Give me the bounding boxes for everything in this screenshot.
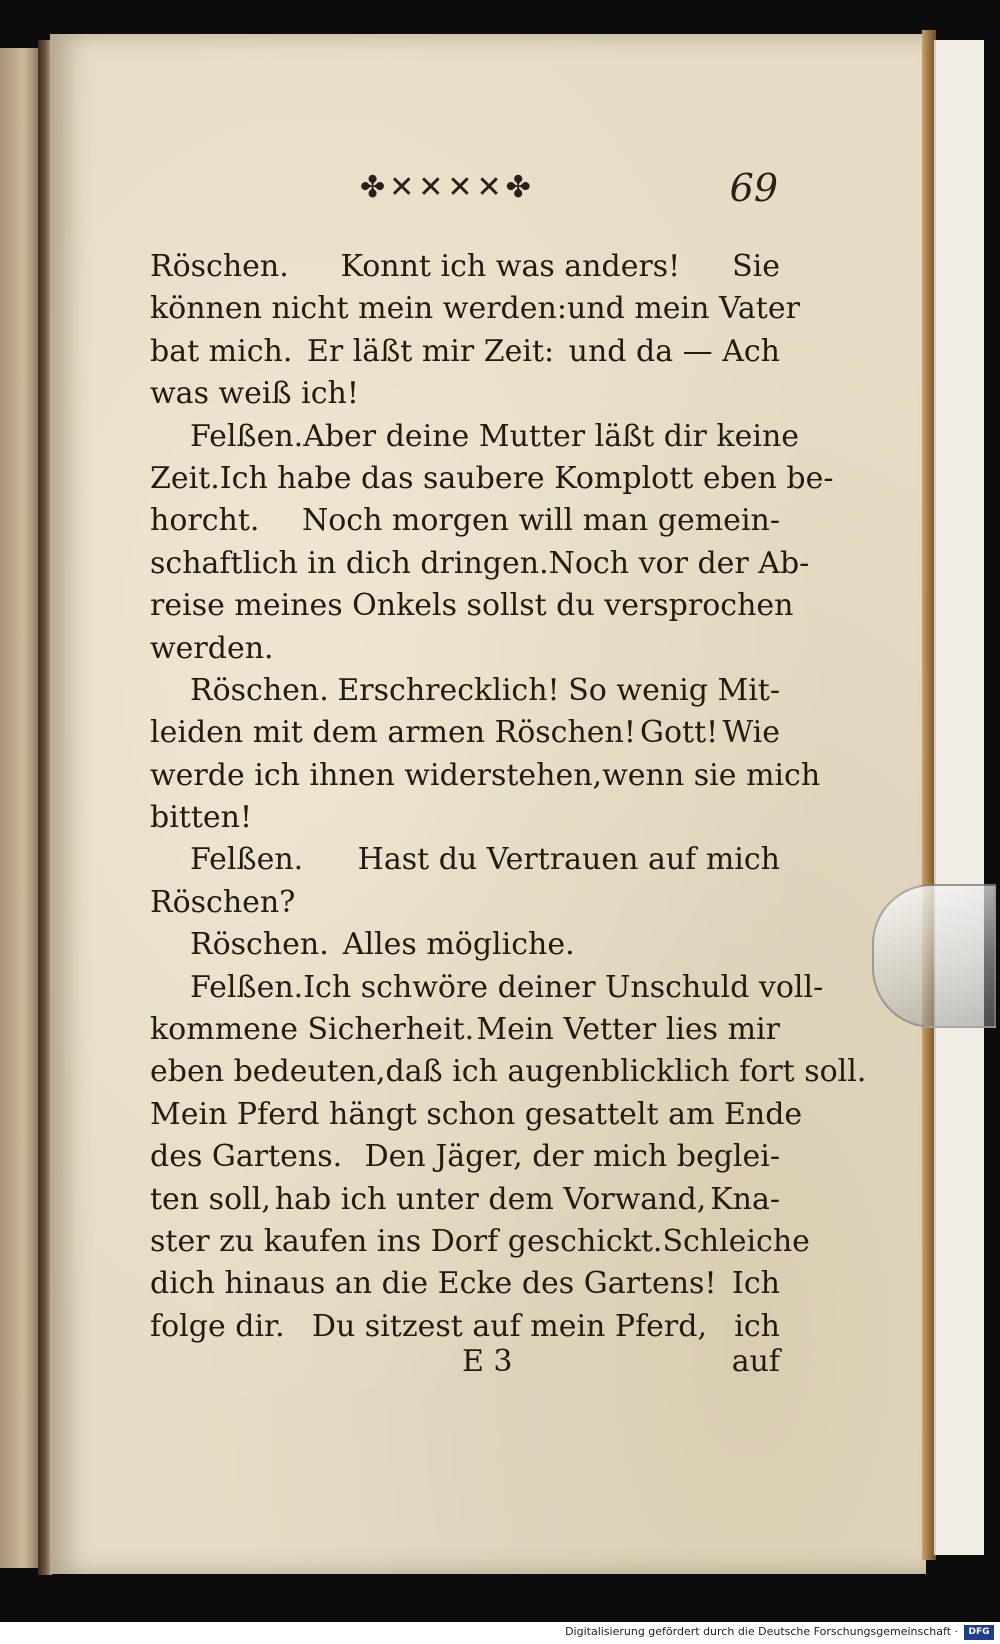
text-line [150, 967, 824, 1009]
text-line [150, 1306, 780, 1348]
text-segment: können nicht mein werden: [150, 291, 567, 327]
text-segment: Röschen? [150, 884, 296, 920]
text-segment: Röschen. [190, 672, 329, 708]
text-segment: Ich [732, 1266, 780, 1302]
text-segment: Röschen. [150, 249, 289, 284]
text-line [150, 882, 780, 924]
text-segment: Ich habe das saubere Komplott eben be- [219, 460, 834, 496]
digitization-footer [0, 1622, 1000, 1644]
text-segment: Du sitzest auf mein Pferd, [311, 1308, 708, 1344]
text-segment: Den Jäger, der mich beglei- [364, 1139, 780, 1175]
text-segment: leiden mit dem armen Röschen! [150, 715, 636, 751]
footer-credit: Digitalisierung gefördert durch die Deutsche Forschungsgemeinschaft · [565, 1625, 958, 1638]
text-line [150, 1179, 780, 1221]
text-segment: Felßen. [190, 969, 304, 1005]
text-segment: bat mich. [150, 333, 293, 369]
text-segment: des Gartens. [150, 1139, 343, 1175]
text-segment: Noch morgen will man gemein- [301, 503, 780, 539]
text-segment: werde ich ihnen widerstehen, [150, 757, 603, 793]
text-line [150, 1263, 780, 1305]
text-segment: Alles mögliche. [342, 927, 575, 963]
text-line [150, 1094, 803, 1136]
text-segment: Aber deine Mutter läßt dir keine [303, 418, 800, 454]
text-line [150, 543, 810, 585]
text-segment: Röschen. [190, 927, 329, 963]
text-line [150, 585, 794, 627]
text-line [150, 628, 780, 670]
text-segment: und da — Ach [568, 333, 780, 369]
text-segment: und mein Vater [566, 291, 800, 327]
text-line [150, 1136, 780, 1178]
text-line [150, 246, 780, 288]
text-line [150, 500, 780, 542]
page-number: 69 [729, 166, 778, 210]
body-text [150, 246, 867, 1348]
text-line [150, 1009, 780, 1051]
text-segment: Zeit. [150, 460, 220, 496]
text-segment: Felßen. [190, 418, 304, 454]
text-segment: Schleiche [662, 1223, 810, 1259]
text-line [150, 288, 800, 330]
text-segment: So wenig Mit- [568, 672, 780, 708]
text-segment: Kna- [710, 1181, 780, 1217]
text-segment: folge dir. [150, 1308, 285, 1344]
text-line [150, 670, 780, 712]
dfg-logo: DFG [964, 1625, 994, 1640]
page-clip [872, 884, 996, 1028]
text-segment: Gott! [640, 715, 719, 751]
text-line [150, 797, 780, 839]
text-segment: Mein Pferd hängt schon gesattelt am Ende [150, 1096, 803, 1132]
text-line [150, 331, 780, 373]
text-line [150, 839, 780, 881]
text-segment: werden. [150, 630, 274, 666]
text-segment: Hast du Vertrauen auf mich [357, 842, 780, 878]
page-footer-line [150, 1344, 780, 1388]
text-segment: Erschrecklich! [337, 672, 560, 708]
text-segment: daß ich augenblicklich fort soll. [385, 1054, 867, 1090]
text-segment: eben bedeuten, [150, 1054, 386, 1090]
text-line [150, 755, 821, 797]
text-line [150, 458, 834, 500]
back-sheet [934, 40, 984, 1555]
text-segment: Mein Vetter lies mir [476, 1012, 780, 1048]
text-segment: dich hinaus an die Ecke des Gartens! [150, 1266, 717, 1302]
facing-page-edge [0, 48, 40, 1568]
text-line [150, 1051, 867, 1093]
text-segment: hab ich unter dem Vorwand, [274, 1181, 707, 1217]
text-line [150, 373, 780, 415]
text-segment: bitten! [150, 800, 253, 836]
text-segment: Sie [732, 249, 780, 284]
text-segment: Ich schwöre deiner Unschuld voll- [303, 969, 824, 1005]
text-segment: horcht. [150, 503, 260, 539]
text-segment: ster zu kaufen ins Dorf geschickt. [150, 1223, 663, 1259]
text-line [150, 924, 780, 966]
text-line [150, 1221, 810, 1263]
text-segment: ten soll, [150, 1181, 271, 1217]
catchword: auf [731, 1344, 780, 1379]
signature-mark: E 3 [462, 1344, 513, 1379]
page-header [150, 166, 780, 226]
text-segment: Noch vor der Ab- [548, 545, 810, 581]
text-segment: Felßen. [190, 842, 304, 878]
text-line [150, 416, 800, 458]
text-segment: ich [734, 1308, 780, 1344]
text-segment: kommene Sicherheit. [150, 1012, 475, 1048]
text-segment: Wie [722, 715, 780, 751]
text-segment: was weiß ich! [150, 376, 359, 412]
text-segment: Konnt ich was anders! [340, 249, 681, 284]
text-segment: Er läßt mir Zeit: [306, 333, 555, 369]
text-segment: wenn sie mich [602, 757, 821, 793]
ornament-rule: ✤✕✕✕✕✤ [360, 170, 535, 205]
text-line [150, 712, 780, 754]
text-segment: schaftlich in dich dringen. [150, 545, 549, 581]
text-segment: reise meines Onkels sollst du versprochen [150, 588, 794, 624]
